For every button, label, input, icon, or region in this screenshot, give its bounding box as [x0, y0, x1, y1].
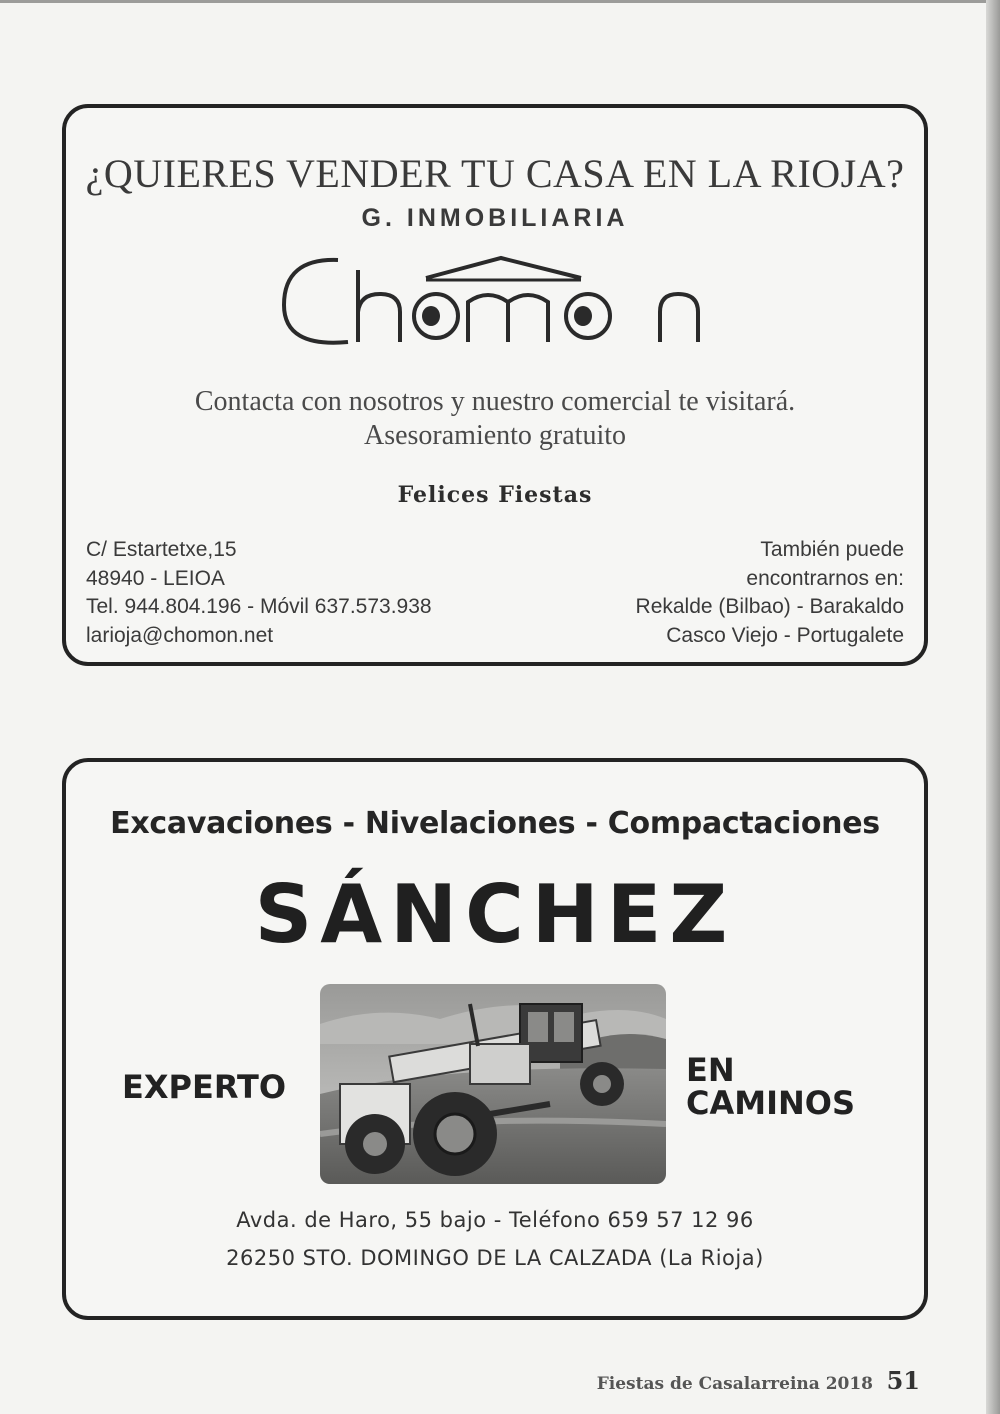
postal-city: 48940 - LEIOA [86, 566, 225, 590]
email-address: larioja@chomon.net [86, 623, 274, 647]
contact-line-1: Contacta con nosotros y nuestro comercial te visitará. [194, 386, 796, 417]
branches-intro-1: También puede [760, 538, 904, 561]
tagline-left: EXPERTO [122, 1068, 287, 1106]
greeting: Felices Fiestas [397, 482, 593, 508]
phone-numbers: Tel. 944.804.196 - Móvil 637.573.938 [86, 595, 432, 618]
tagline-right [686, 1051, 856, 1122]
branches-list-2: Casco Viejo - Portugalete [666, 623, 904, 647]
page-right-edge [986, 0, 1000, 1414]
branches-intro-2: encontrarnos en: [746, 566, 904, 590]
street-address: C/ Estartetxe,15 [86, 538, 237, 561]
ad-subtitle: G. INMOBILIARIA [361, 204, 629, 232]
sanchez-address-phone: Avda. de Haro, 55 bajo - Teléfono 659 57 12 96 [236, 1208, 754, 1232]
page-footer [597, 1366, 920, 1395]
sanchez-ad [62, 758, 928, 1320]
page-number: 51 [886, 1366, 920, 1395]
publication-name: Fiestas de Casalarreina 2018 [596, 1374, 874, 1394]
tagline-right-line1: EN [686, 1051, 735, 1089]
chomon-logo [276, 250, 726, 360]
chomon-ad [62, 104, 928, 666]
sanchez-city: 26250 STO. DOMINGO DE LA CALZADA (La Rioja) [226, 1246, 764, 1270]
branches-list-1: Rekalde (Bilbao) - Barakaldo [635, 595, 904, 618]
address-block [86, 536, 432, 650]
services-line: Excavaciones - Nivelaciones - Compactaciones [110, 806, 880, 841]
tagline-right-line2: CAMINOS [686, 1084, 856, 1122]
contact-line-2: Asesoramiento gratuito [363, 420, 627, 451]
motor-grader-photo [320, 984, 666, 1184]
ad-headline: ¿QUIERES VENDER TU CASA EN LA RIOJA? [85, 151, 905, 196]
page-top-edge [0, 0, 1000, 3]
branches-block [636, 536, 904, 650]
brand-name: SÁNCHEZ [254, 868, 736, 961]
